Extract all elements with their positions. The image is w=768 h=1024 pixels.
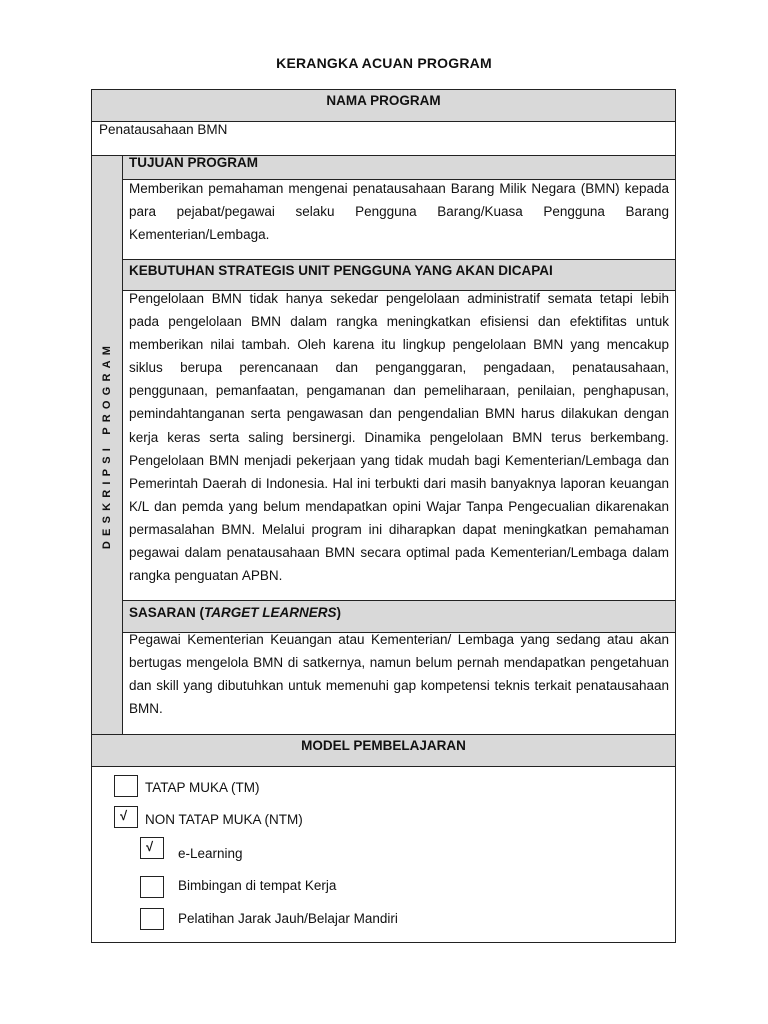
sasaran-body: Pegawai Kementerian Keuangan atau Kementerian/ Lembaga yang sedang atau akan bertugas mengelola BMN di satkernya, namun belum pernah mendapatkan pengetahuan dan skill yang dibutuhkan untuk memenuhi gap kompetensi teknis terkait penatausahaan BMN.	[129, 632, 669, 717]
kebutuhan-strategis-heading: KEBUTUHAN STRATEGIS UNIT PENGGUNA YANG AKAN DICAPAI	[123, 259, 675, 291]
non-tatap-muka-label: NON TATAP MUKA (NTM)	[145, 812, 303, 827]
model-pembelajaran-header: MODEL PEMBELAJARAN	[92, 734, 675, 767]
tujuan-program-body: Memberikan pemahaman mengenai penatausahaan Barang Milik Negara (BMN) kepada para pejabat/pegawai selaku Pengguna Barang/Kuasa Pengguna Barang Kementerian/Lembaga.	[129, 181, 669, 243]
non-tatap-muka-checkbox[interactable]: √	[114, 806, 138, 828]
kebutuhan-strategis-body: Pengelolaan BMN tidak hanya sekedar pengelolaan administratif semata tetapi lebih pada pengelolaan BMN dalam rangka meningkatkan efisiensi dan efektifitas untuk memberikan nilai tambah. Oleh karena itu lingkup pengelolaan BMN yang mencakup siklus berupa perencanaan dan penganggaran, pengadaan, penatausahaan, penggunaan, pemanfaatan, pengamanan dan pemeliharaan, penilaian, penghapusan, pemindahtanganan serta pengawasan dan pengendalian BMN harus dilakukan dengan kerja keras serta saling bersinergi. Dinamika pengelolaan BMN terus berkembang. Pengelolaan BMN menjadi pekerjaan yang tidak mudah bagi Kementerian/Lembaga dan Pemerintah Daerah di Indonesia. Hal ini terbukti dari masih banyaknya laporan keuangan K/L dan pemda yang belum mendapatkan opini Wajar Tanpa Pengecualian dikarenakan permasalahan BMN. Melalui program ini diharapkan dapat meningkatkan pemahaman pegawai dalam penatausahaan BMN secara optimal pada Kementerian/Lembaga dalam rangka penguatan APBN.	[129, 291, 669, 584]
bimbingan-label: Bimbingan di tempat Kerja	[178, 878, 337, 893]
e-learning-checkbox[interactable]: √	[140, 837, 164, 859]
program-table	[91, 89, 676, 943]
deskripsi-side-column	[92, 156, 123, 734]
sasaran-heading-italic: TARGET LEARNERS	[204, 605, 337, 620]
document-title: KERANGKA ACUAN PROGRAM	[276, 55, 492, 71]
sasaran-heading-suffix: )	[336, 605, 342, 620]
bimbingan-checkbox[interactable]	[140, 876, 164, 898]
tatap-muka-label: TATAP MUKA (TM)	[145, 780, 260, 795]
nama-program-value: Penatausahaan BMN	[99, 122, 228, 137]
pelatihan-jarak-jauh-label: Pelatihan Jarak Jauh/Belajar Mandiri	[178, 911, 398, 926]
deskripsi-side-label: DESKRIPSI PROGRAM	[101, 340, 113, 550]
e-learning-label: e-Learning	[178, 846, 243, 861]
tatap-muka-checkbox[interactable]	[114, 775, 138, 797]
pelatihan-jarak-jauh-checkbox[interactable]	[140, 908, 164, 930]
nama-program-header: NAMA PROGRAM	[92, 90, 675, 122]
sasaran-heading-prefix: SASARAN (	[129, 605, 205, 620]
tujuan-program-heading: TUJUAN PROGRAM	[123, 156, 675, 180]
